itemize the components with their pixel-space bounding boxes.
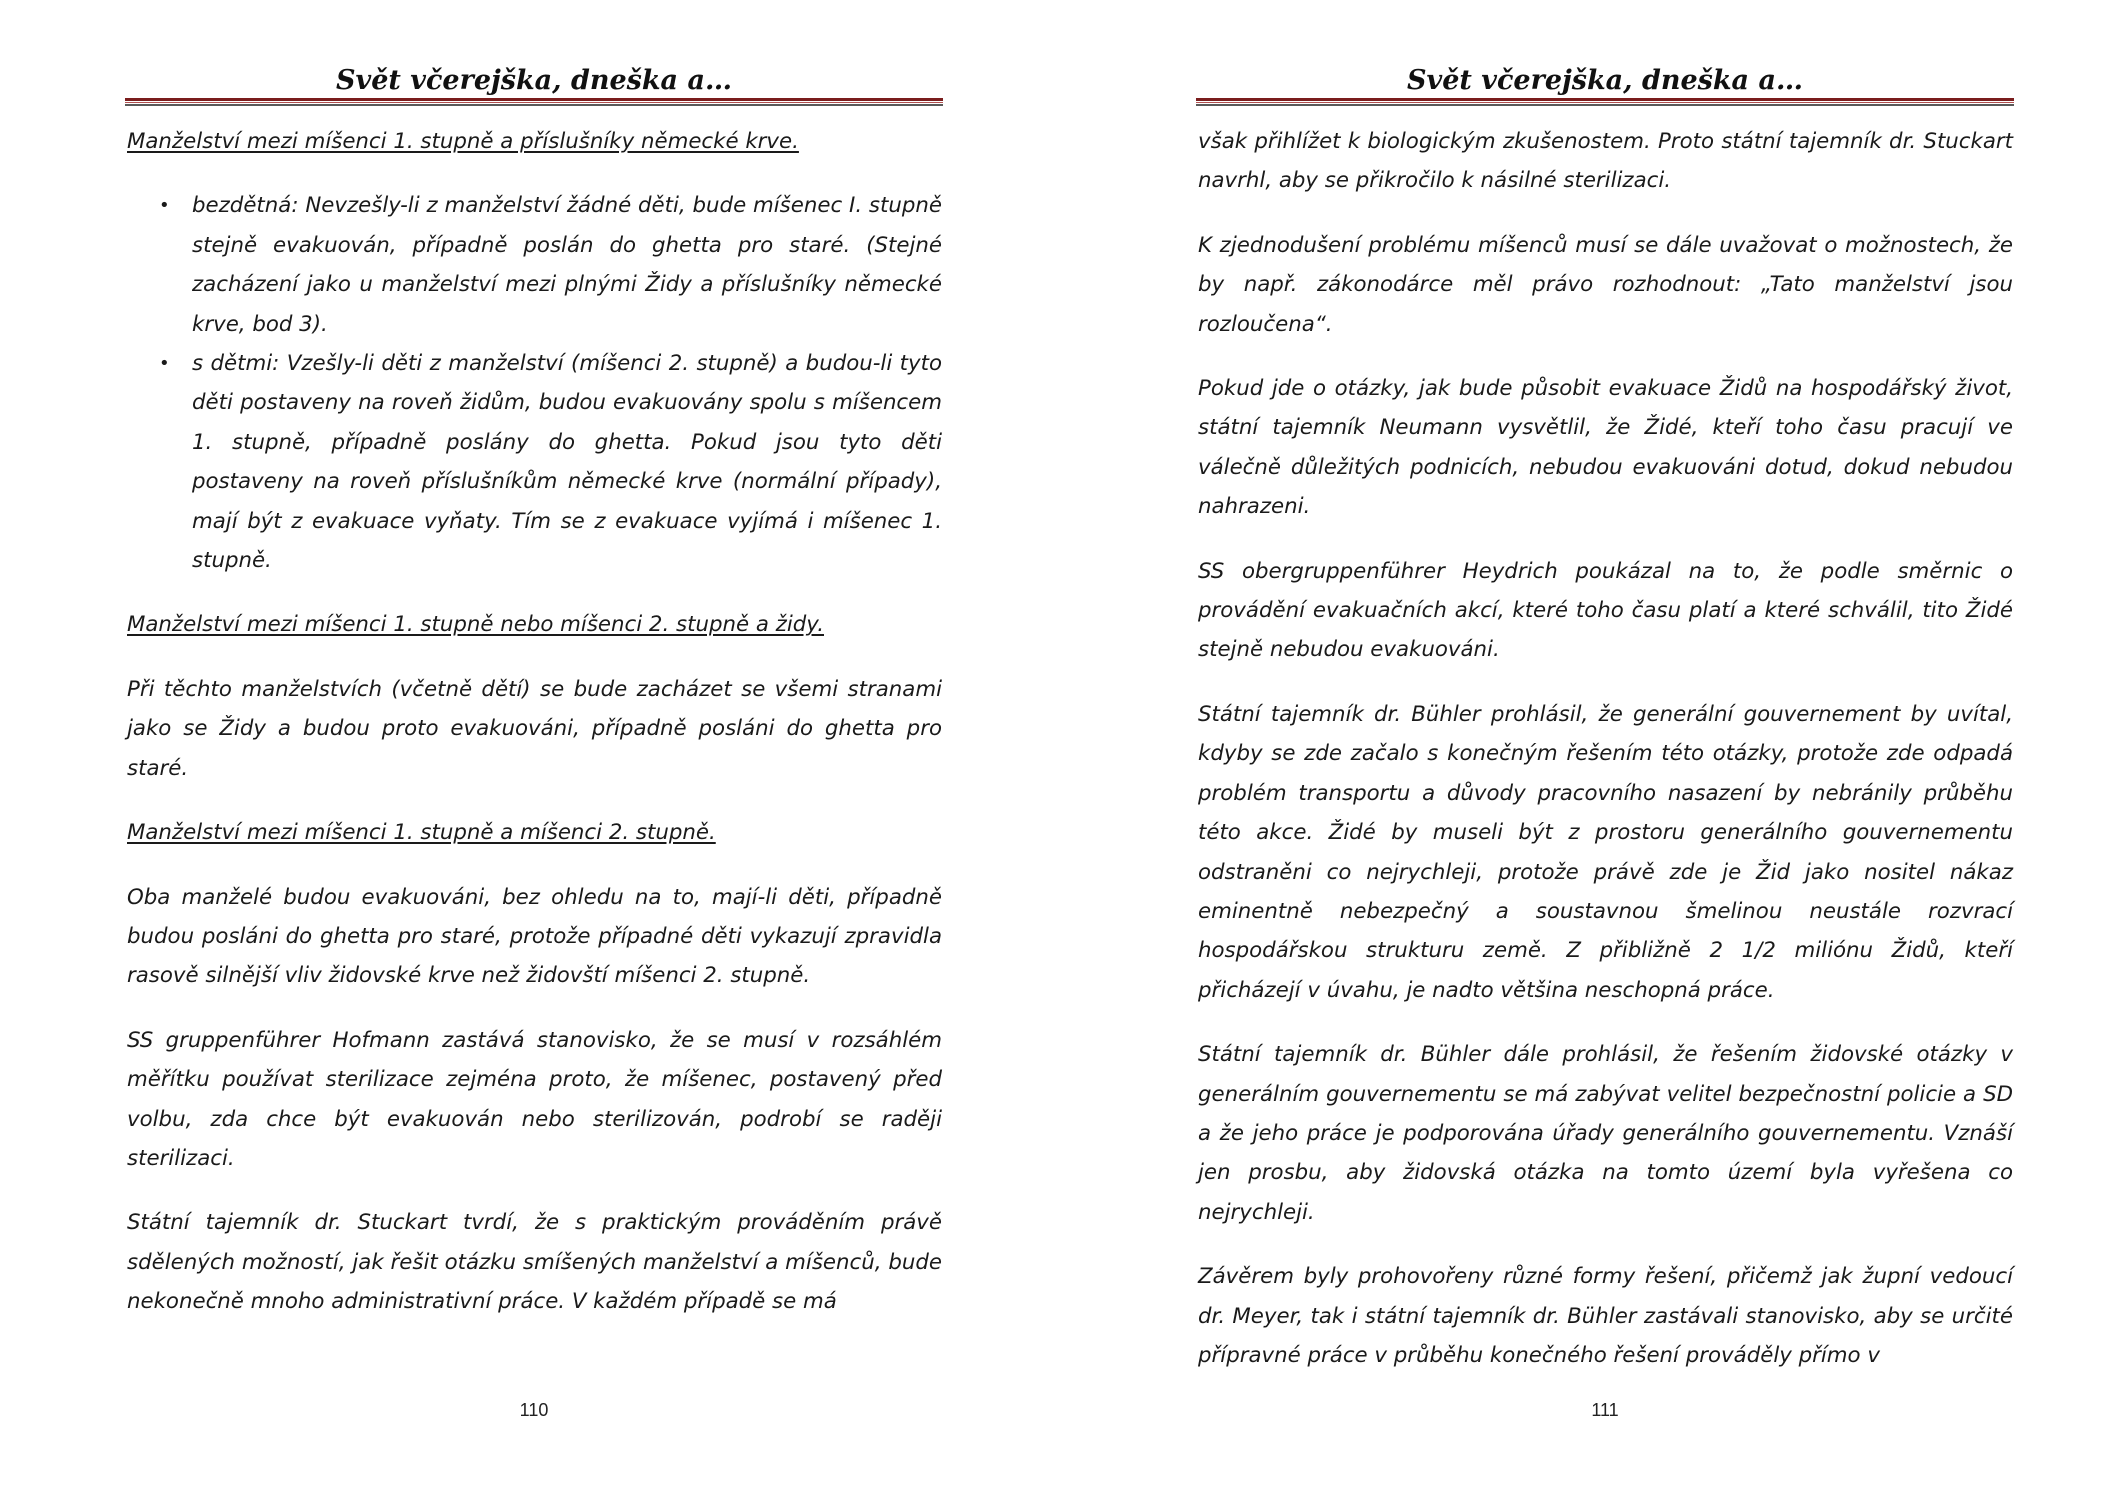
page-number: 110 — [519, 1400, 549, 1420]
left-page — [125, 0, 943, 1500]
paragraph: Pokud jde o otázky, jak bude působit evakuace Židů na hospodářský život, státní tajemník Neumann vysvětlil, že Židé, kteří toho času pracují ve válečně důležitých podnicích, nebudou evakuováni dotud, dokud nebudou nahrazeni. — [1198, 376, 2013, 520]
header-divider — [1196, 98, 2014, 106]
left-page-body — [127, 122, 942, 1347]
list-item: • s dětmi: Vzešly-li děti z manželství (míšenci 2. stupně) a budou-li tyto děti postaveny na roveň židům, budou evakuovány spolu s míšencem 1. stupně, případně poslány do ghetta. Pokud jsou tyto děti postaveny na roveň příslušníkům německé krve (normální případy), mají být z evakuace vyňaty. Tím se z evakuace vyjímá i míšenec 1. stupně. — [192, 344, 942, 580]
section-heading: Manželství mezi míšenci 1. stupně a příslušníky německé krve. — [127, 129, 799, 154]
running-header-title: Svět včerejška, dneška a… — [1407, 65, 1803, 96]
paragraph: SS gruppenführer Hofmann zastává stanovisko, že se musí v rozsáhlém měřítku používat sterilizace zejména proto, že míšenec, postavený před volbu, zda chce být evakuován nebo sterilizován, podrobí se raději sterilizaci. — [127, 1027, 942, 1171]
paragraph: Při těchto manželstvích (včetně dětí) se bude zacházet se všemi stranami jako se Židy a budou proto evakuováni, případně posláni do ghetta pro staré. — [127, 676, 942, 781]
paragraph: Státní tajemník dr. Stuckart tvrdí, že s praktickým prováděním právě sdělených možností, jak řešit otázku smíšených manželství a míšenců, bude nekonečně mnoho administrativní práce. V každém případě se má — [127, 1210, 942, 1315]
paragraph: K zjednodušení problému míšenců musí se dále uvažovat o možnostech, že by např. zákonodárce měl právo rozhodnout: „Tato manželství jsou rozloučena“. — [1198, 232, 2013, 337]
running-header-title: Svět včerejška, dneška a… — [336, 65, 732, 96]
list-item: • bezdětná: Nevzešly-li z manželství žádné děti, bude míšenec I. stupně stejně evakuován, případně poslán do ghetta pro staré. (Stejné zacházení jako u manželství mezi plnými Židy a příslušníky německé krve, bod 3). — [192, 186, 942, 344]
paragraph: Oba manželé budou evakuováni, bez ohledu na to, mají-li děti, případně budou posláni do ghetta pro staré, protože případné děti vykazují zpravidla rasově silnější vliv židovské krve než židovští míšenci 2. stupně. — [127, 884, 942, 989]
section-heading: Manželství mezi míšenci 1. stupně nebo míšenci 2. stupně a židy. — [127, 612, 824, 638]
paragraph: SS obergruppenführer Heydrich poukázal na to, že podle směrnic o provádění evakuačních akcí, které toho času platí a které schválil, tito Židé stejně nebudou evakuováni. — [1198, 558, 2013, 663]
paragraph: Státní tajemník dr. Bühler dále prohlásil, že řešením židovské otázky v generálním gouvernementu se má zabývat velitel bezpečnostní policie a SD a že jeho práce je podporována úřady generálního gouvernementu. Vznáší jen prosbu, aby židovská otázka na tomto území byla vyřešena co nejrychleji. — [1198, 1042, 2013, 1225]
bullet-list — [127, 186, 942, 580]
page-number: 111 — [1591, 1400, 1619, 1420]
section-heading: Manželství mezi míšenci 1. stupně a míšenci 2. stupně. — [127, 820, 716, 846]
paragraph: Státní tajemník dr. Bühler prohlásil, že generální gouvernement by uvítal, kdyby se zde začalo s konečným řešením této otázky, protože zde odpadá problém transportu a důvody pracovního nasazení by nebránily průběhu této akce. Židé by museli být z prostoru generálního gouvernementu odstraněni co nejrychleji, protože právě zde je Žid jako nositel nákaz eminentně nebezpečný a soustavnou šmelinou neustále rozvrací hospodářskou strukturu země. Z přibližně 2 1/2 miliónu Židů, kteří přicházejí v úvahu, je nadto většina neschopná práce. — [1198, 701, 2013, 1003]
right-page — [1196, 0, 2014, 1500]
paragraph: však přihlížet k biologickým zkušenostem. Proto státní tajemník dr. Stuckart navrhl, aby se přikročilo k násilné sterilizaci. — [1198, 129, 2013, 194]
paragraph: Závěrem byly prohovořeny různé formy řešení, přičemž jak župní vedoucí dr. Meyer, tak i státní tajemník dr. Bühler zastávali stanovisko, aby se určité přípravné práce v průběhu konečného řešení prováděly přímo v — [1198, 1264, 2013, 1368]
header-divider — [125, 98, 943, 106]
right-page-body — [1198, 122, 2013, 1400]
